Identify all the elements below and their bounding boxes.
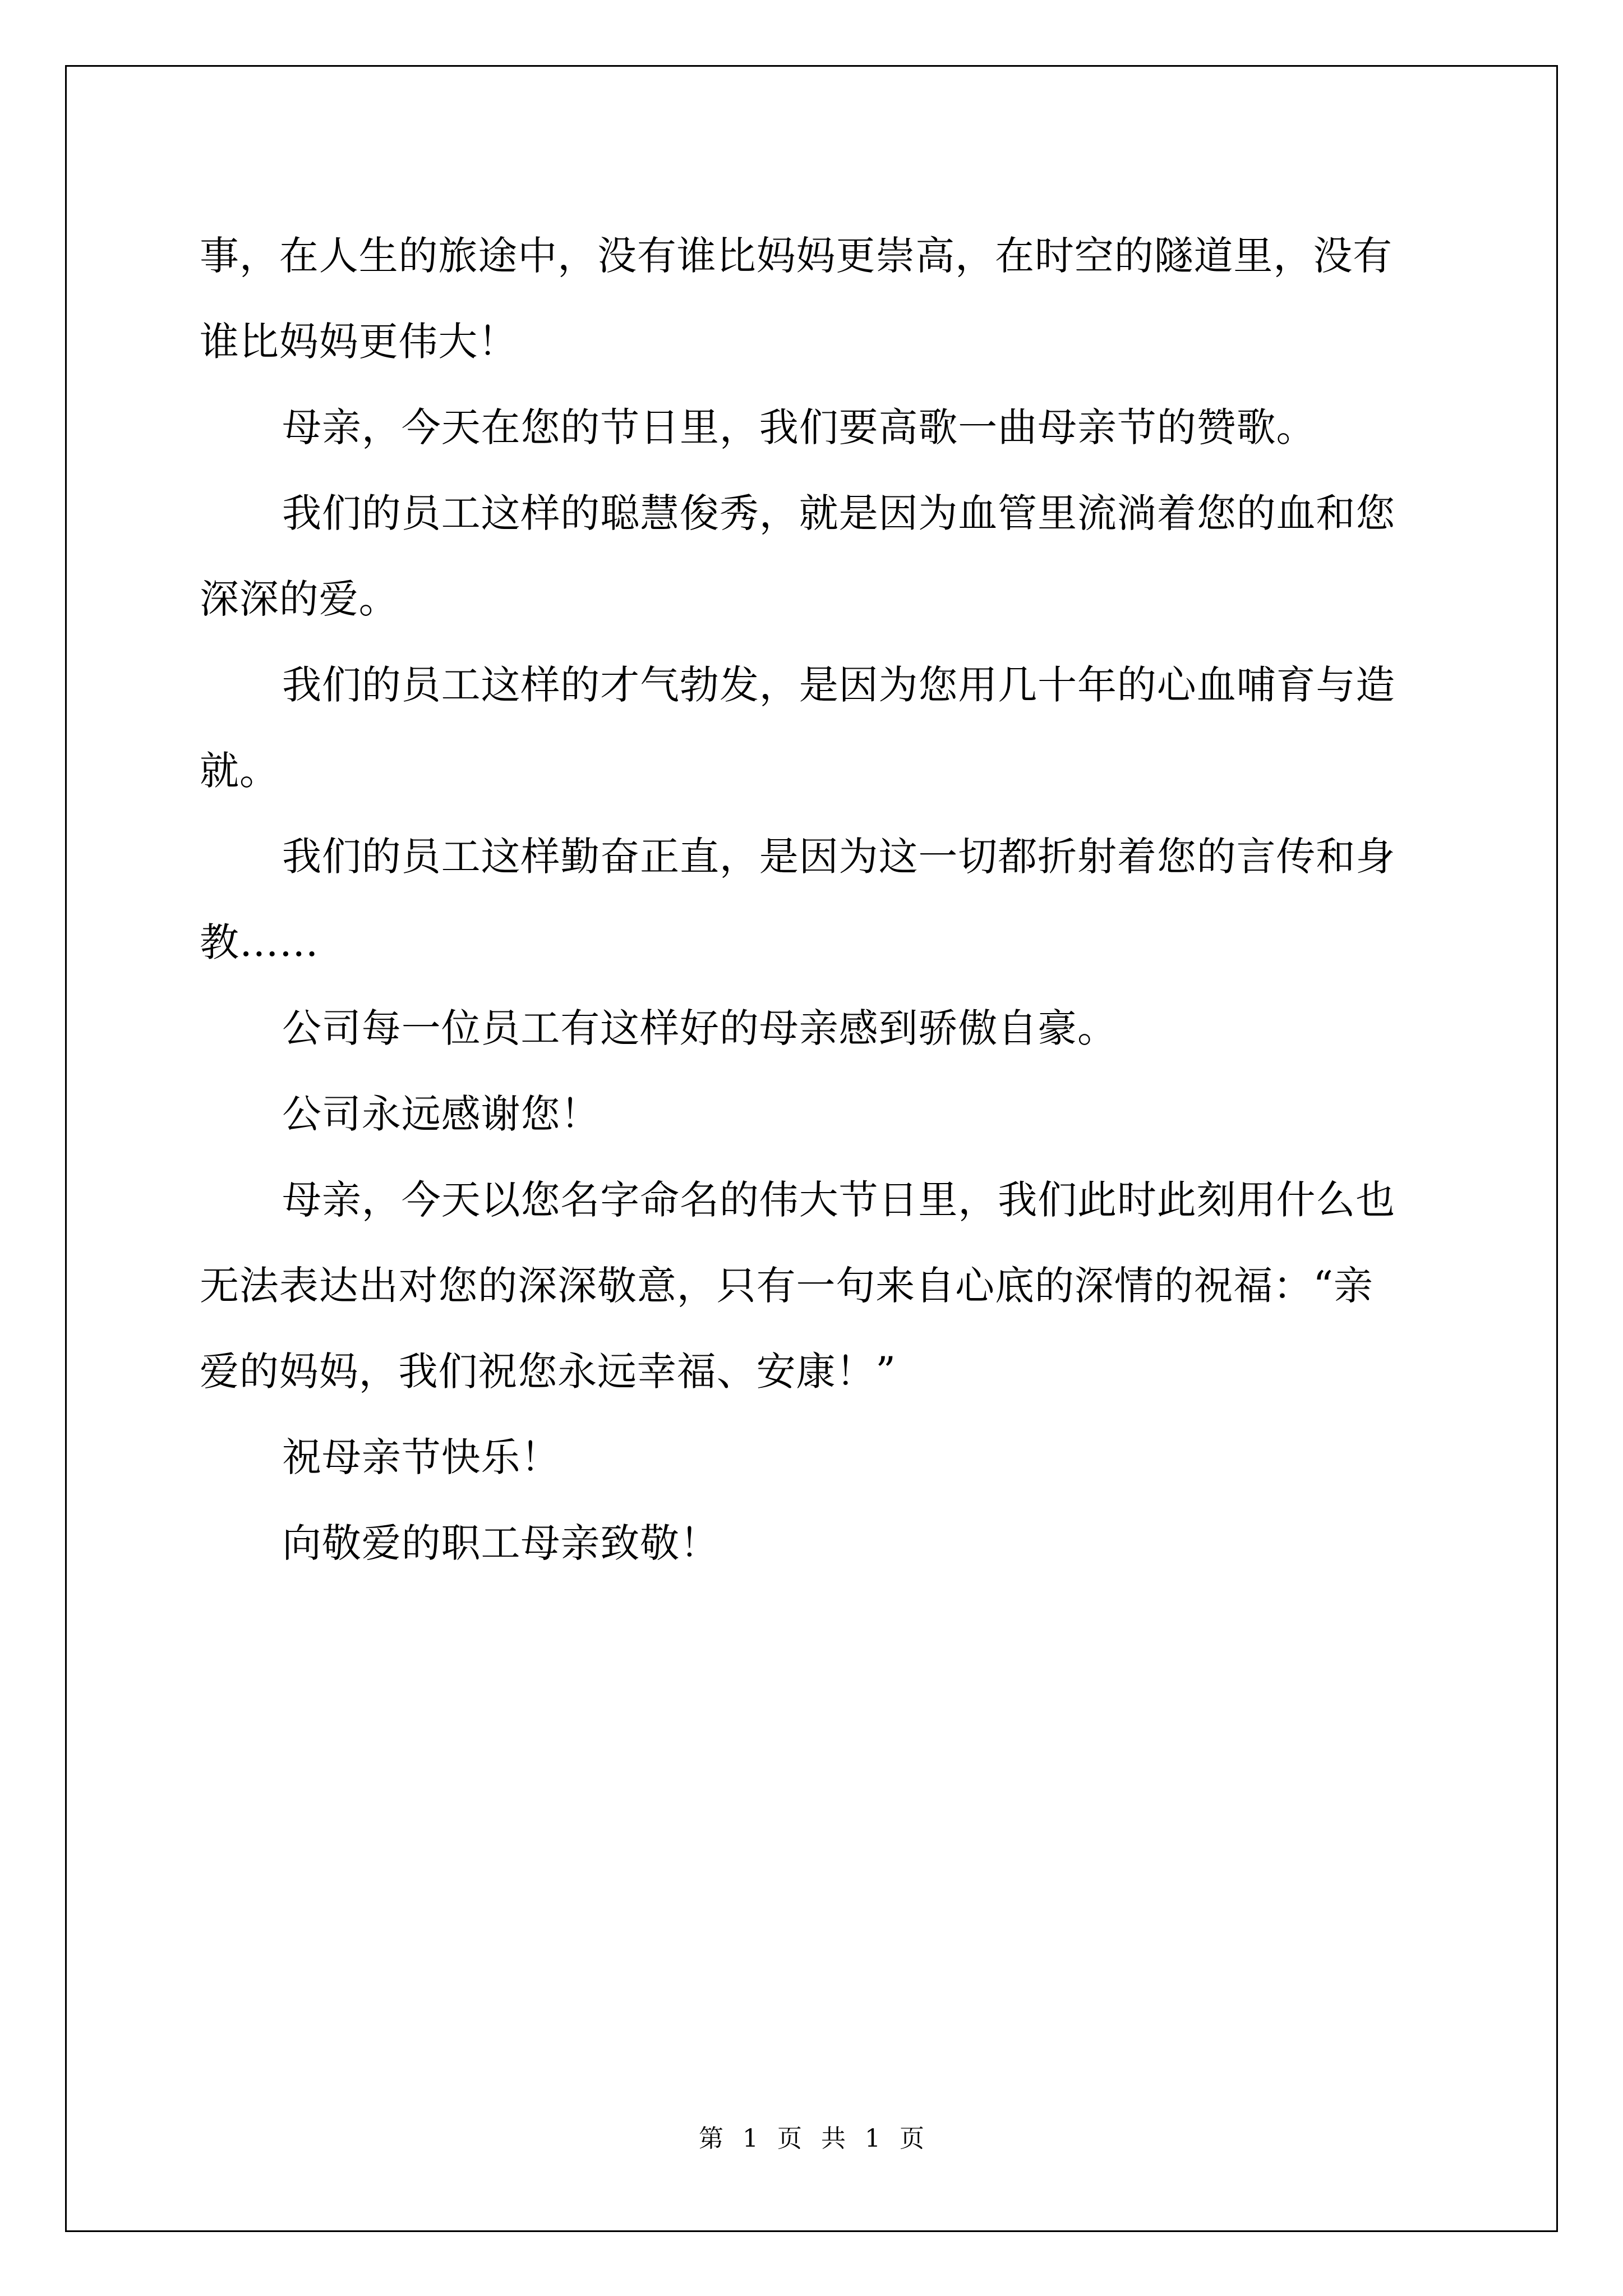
document-body bbox=[200, 213, 1428, 1586]
text-line: 事，在人生的旅途中，没有谁比妈妈更崇高，在时空的隧道里，没有 bbox=[200, 233, 1393, 279]
page-number-footer: 第 1 页 共 1 页 bbox=[699, 2124, 924, 2153]
text-line: 我们的员工这样的聪慧俊秀，就是因为血管里流淌着您的血和您 bbox=[282, 490, 1396, 536]
text-line: 爱的妈妈，我们祝您永远幸福、安康！” bbox=[200, 1349, 896, 1395]
text-line: 公司永远感谢您！ bbox=[282, 1091, 601, 1137]
text-line: 祝母亲节快乐！ bbox=[282, 1434, 561, 1480]
text-line: 母亲，今天以您名字命名的伟大节日里，我们此时此刻用什么也 bbox=[282, 1177, 1396, 1223]
text-line: 教…… bbox=[200, 919, 319, 965]
text-line: 我们的员工这样的才气勃发，是因为您用几十年的心血哺育与造 bbox=[282, 662, 1396, 708]
text-line: 谁比妈妈更伟大！ bbox=[200, 319, 518, 365]
text-line: 无法表达出对您的深深敬意，只有一句来自心底的深情的祝福：“亲 bbox=[200, 1263, 1373, 1309]
text-line: 公司每一位员工有这样好的母亲感到骄傲自豪。 bbox=[282, 1005, 1117, 1051]
text-line: 就。 bbox=[200, 748, 279, 794]
text-line: 向敬爱的职工母亲致敬！ bbox=[282, 1520, 720, 1566]
text-line: 母亲，今天在您的节日里，我们要高歌一曲母亲节的赞歌。 bbox=[282, 404, 1316, 450]
text-line: 我们的员工这样勤奋正直，是因为这一切都折射着您的言传和身 bbox=[282, 834, 1396, 880]
text-line: 深深的爱。 bbox=[200, 576, 399, 622]
